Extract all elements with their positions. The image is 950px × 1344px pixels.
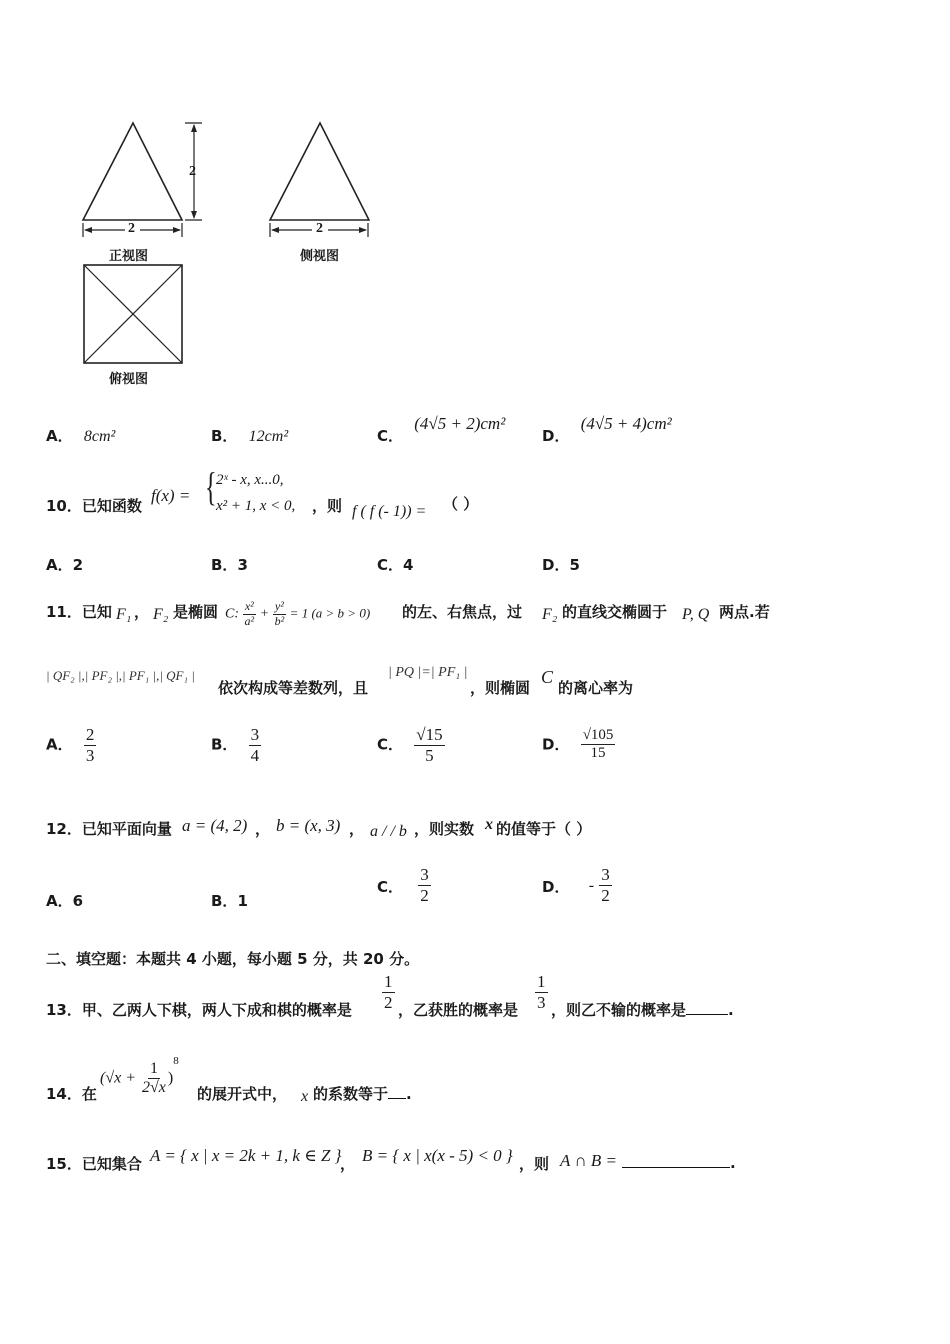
q15-set-a: A = { x | x = 2k + 1, k ∈ Z } — [150, 1146, 342, 1165]
side-base-dim-label: 2 — [316, 221, 323, 236]
q10-fx: f(x) = — [151, 486, 191, 505]
q10-option-a[interactable]: A．2 — [46, 556, 84, 574]
q10-prefix: 10．已知函数 — [46, 497, 142, 515]
q15-sep: ， — [340, 1155, 356, 1173]
q15-text-then: ，则 — [519, 1155, 550, 1173]
q14-text-3: 的系数等于 . — [313, 1085, 412, 1103]
q13-text-1: 13．甲、乙两人下棋，两人下成和棋的概率是 — [46, 1001, 352, 1019]
q11-f1: F₁ — [116, 606, 132, 623]
q10-then: ，则 — [312, 497, 343, 515]
q15-text-1: 15．已知集合 — [46, 1155, 142, 1173]
top-view-label: 俯视图 — [109, 372, 149, 387]
q14-answer-blank[interactable] — [388, 1084, 406, 1099]
q12-sep: ， — [255, 820, 271, 838]
q10-expr: f ( f (- 1)) = — [352, 503, 427, 520]
q11-sequence: | QF₂ |,| PF₂ |,| PF₁ |,| QF₁ | — [46, 668, 195, 683]
q12-option-a[interactable]: A．6 — [46, 892, 84, 910]
section-2-heading: 二、填空题：本题共 4 小题，每小题 5 分，共 20 分。 — [46, 950, 420, 968]
q9-option-c[interactable]: C． (4√5 + 2)cm² — [377, 414, 506, 445]
q11-f2: F₂ — [153, 606, 169, 623]
q9-option-a[interactable]: A． 8cm² — [46, 427, 116, 445]
q10-case1: 2ˣ - x, x...0, — [216, 472, 284, 488]
q10-option-b[interactable]: B．3 — [211, 556, 248, 574]
side-view-triangle — [270, 123, 369, 220]
front-base-dim-label: 2 — [128, 221, 135, 236]
height-dim-label: 2 — [189, 164, 196, 179]
q11-option-d[interactable]: D． $\frac{√105}{15}$ — [542, 727, 614, 762]
q11-text-line: 的直线交椭圆于 — [562, 603, 668, 621]
q12-text-value: 的值等于（ ） — [496, 820, 592, 838]
q13-text-2: ，乙获胜的概率是 — [398, 1001, 519, 1019]
q13-fraction-half: $\frac{1}{2}$ — [384, 972, 393, 1012]
q13-answer-blank[interactable] — [686, 1000, 728, 1015]
q11-text-foci: 的左、右焦点，过 — [402, 603, 523, 621]
q11-option-b[interactable]: B． $\frac{3}{4}$ — [211, 725, 260, 765]
q12-option-c[interactable]: C． $\frac{3}{2}$ — [377, 865, 429, 905]
q11-ellipse-eq: C: $\frac{\text{x²}}{\text{a²}}$ + $\frac{\text{y²}}{\text{b²}}$ = 1 (a > b > 0) — [225, 599, 371, 628]
q12-text-then: ，则实数 — [414, 820, 475, 838]
q15-set-b: B = { x | x(x - 5) < 0 } — [362, 1146, 513, 1165]
q11-option-a[interactable]: A． $\frac{2}{3}$ — [46, 725, 95, 765]
q12-vector-a: a = (4, 2) — [182, 816, 248, 835]
ellipse-y-term: $\frac{\text{y²}}{\text{b²}}$ — [274, 599, 285, 628]
q11-text-ellipse: 是椭圆 — [173, 603, 219, 621]
q11-text-points: 两点.若 — [719, 603, 770, 621]
q13-text-3: ，则乙不输的概率是 . — [551, 1001, 734, 1019]
q14-expression: (√x + $\frac{1}{2√x}$ )$^8$ — [100, 1055, 179, 1097]
q14-x: x — [301, 1088, 309, 1105]
q11-condition: | PQ |=| PF₁ | — [388, 665, 468, 680]
q12-sep2: ， — [349, 820, 365, 838]
q9-option-b[interactable]: B． 12cm² — [211, 427, 289, 445]
q9-option-d[interactable]: D． (4√5 + 4)cm² — [542, 414, 672, 445]
q10-paren: （ ） — [443, 495, 479, 513]
q15-answer-blank[interactable] — [622, 1153, 730, 1168]
side-view-label: 侧视图 — [300, 249, 340, 264]
q12-parallel: a / / b — [370, 823, 407, 840]
q10-option-c[interactable]: C．4 — [377, 556, 414, 574]
q10-case2: x² + 1, x < 0, — [216, 498, 296, 514]
q11-text-then: ，则椭圆 — [470, 679, 531, 697]
q11-c: C — [541, 667, 554, 687]
q13-fraction-third: $\frac{1}{3}$ — [537, 972, 546, 1012]
q15-intersection: A ∩ B = — [560, 1151, 617, 1170]
q14-text-2: 的展开式中， — [197, 1085, 288, 1103]
q11-text-ecc: 的离心率为 — [558, 679, 634, 697]
front-view-triangle — [83, 123, 182, 220]
q12-option-b[interactable]: B．1 — [211, 892, 248, 910]
q10-option-d[interactable]: D．5 — [542, 556, 580, 574]
front-view-label: 正视图 — [109, 249, 149, 264]
q11-prefix: 11．已知 — [46, 603, 112, 621]
q11-text-seq: 依次构成等差数列，且 — [218, 679, 369, 697]
ellipse-x-term: $\frac{\text{x²}}{\text{a²}}$ — [244, 599, 255, 628]
q11-comma: ， — [134, 603, 150, 621]
q12-x: x — [485, 816, 493, 833]
q11-option-c[interactable]: C． $\frac{√15}{5}$ — [377, 725, 443, 765]
q12-option-d[interactable]: D． - $\frac{3}{2}$ — [542, 865, 610, 905]
q11-pq: P, Q — [682, 606, 710, 623]
q12-prefix: 12．已知平面向量 — [46, 820, 172, 838]
q12-vector-b: b = (x, 3) — [276, 816, 341, 835]
q11-f2b: F₂ — [542, 606, 558, 623]
q15-answer: . — [622, 1153, 736, 1172]
q10-brace: { — [205, 464, 217, 509]
q14-text-1: 14．在 — [46, 1085, 97, 1103]
